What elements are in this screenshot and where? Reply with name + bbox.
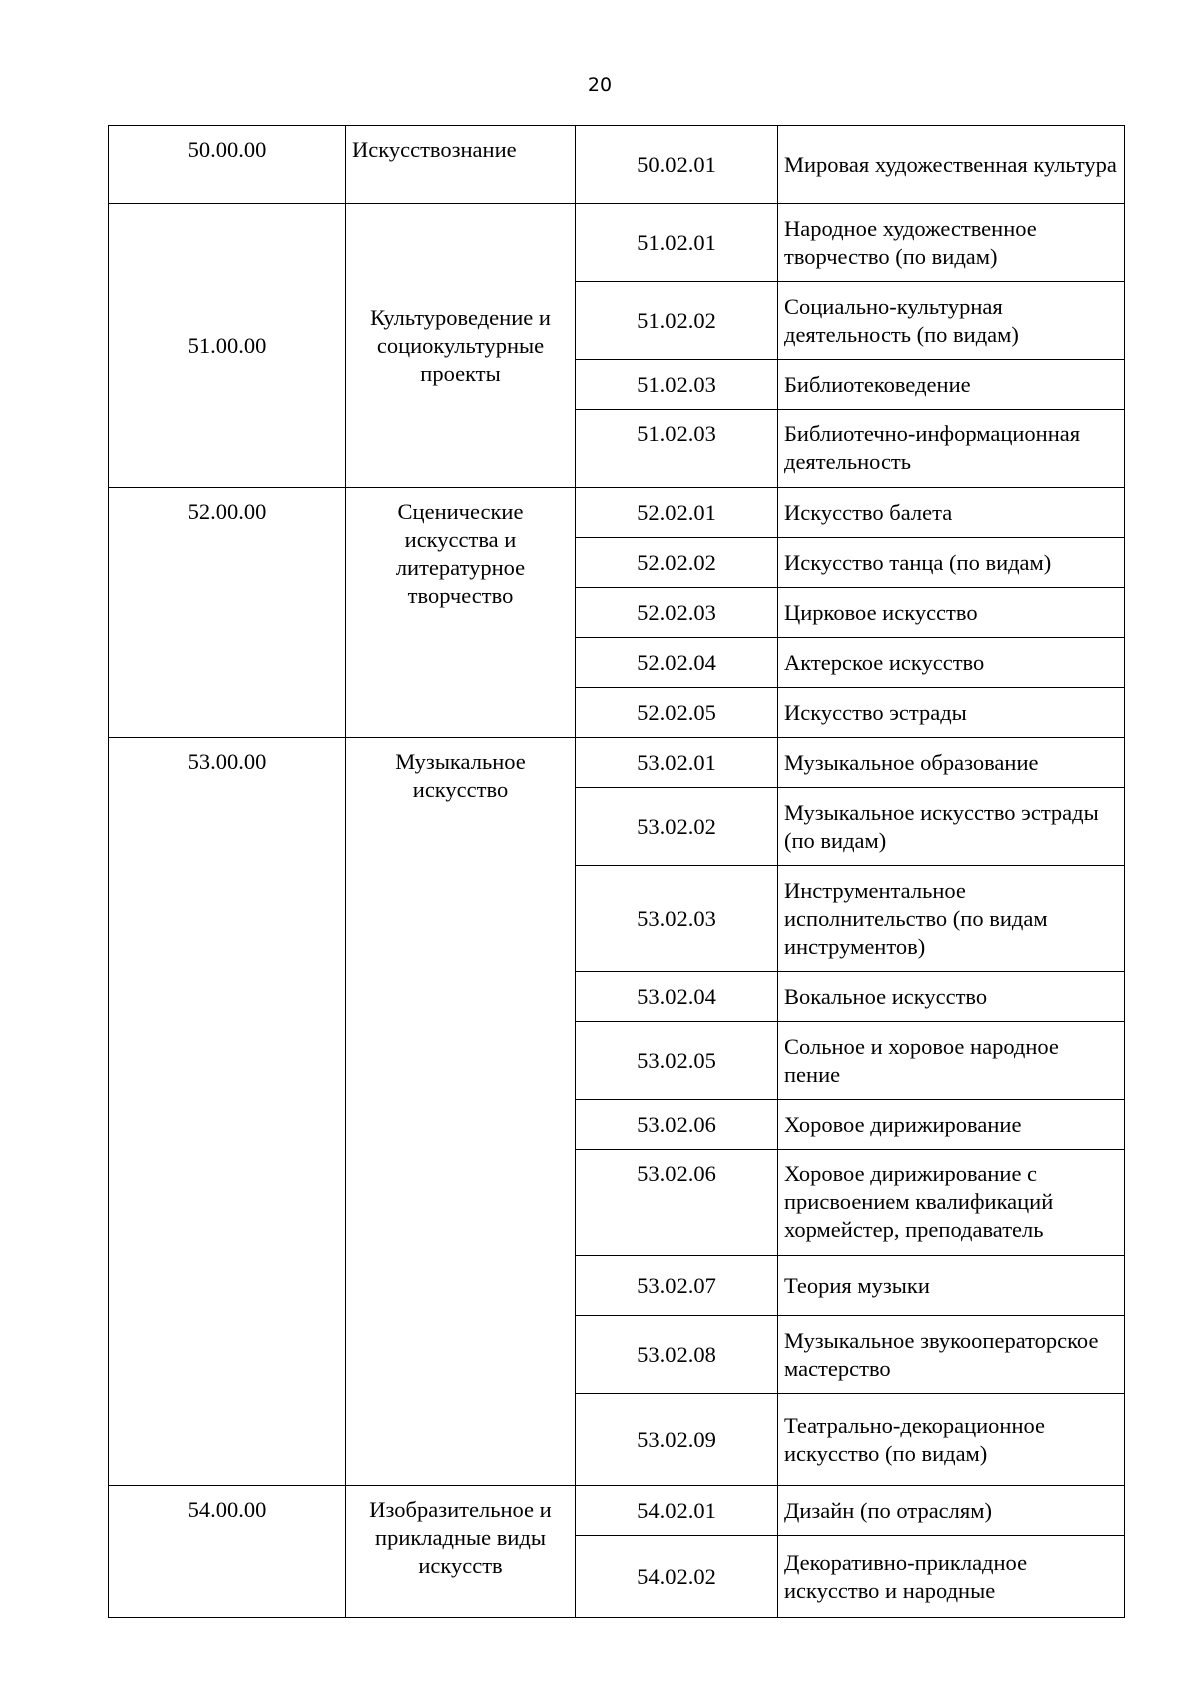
specialty-code: 53.02.03 — [576, 866, 778, 972]
table-row — [109, 126, 1125, 204]
specialty-code: 53.02.06 — [576, 1150, 778, 1256]
specialty-code: 54.02.01 — [576, 1486, 778, 1536]
specialty-name: Инструментальное исполнительство (по видам инструментов) — [778, 866, 1125, 972]
specialty-name: Хоровое дирижирование с присвоением квалификаций хормейстер, преподаватель — [778, 1150, 1125, 1256]
table-row — [109, 204, 1125, 282]
specialty-name: Социально-культурная деятельность (по видам) — [778, 282, 1125, 360]
group-code: 51.00.00 — [109, 204, 346, 488]
group-name: Музыкальное искусство — [346, 738, 576, 1486]
specialty-name: Вокальное искусство — [778, 972, 1125, 1022]
group-name: Культуроведение и социокультурные проекты — [346, 204, 576, 488]
specialty-code: 51.02.02 — [576, 282, 778, 360]
specialty-code: 53.02.02 — [576, 788, 778, 866]
specialty-name: Искусство танца (по видам) — [778, 538, 1125, 588]
table-row — [109, 488, 1125, 538]
specialty-name: Мировая художественная культура — [778, 126, 1125, 204]
specialty-name: Сольное и хоровое народное пение — [778, 1022, 1125, 1100]
specialty-name: Театрально-декорационное искусство (по видам) — [778, 1394, 1125, 1486]
specialty-name: Музыкальное искусство эстрады (по видам) — [778, 788, 1125, 866]
specialty-name: Дизайн (по отраслям) — [778, 1486, 1125, 1536]
specialty-code: 52.02.02 — [576, 538, 778, 588]
specialty-code: 51.02.03 — [576, 360, 778, 410]
specialty-name: Теория музыки — [778, 1256, 1125, 1316]
group-code: 54.00.00 — [109, 1486, 346, 1618]
specialty-code: 53.02.04 — [576, 972, 778, 1022]
specialty-name: Хоровое дирижирование — [778, 1100, 1125, 1150]
specialty-name: Музыкальное звукооператорское мастерство — [778, 1316, 1125, 1394]
specialty-code: 53.02.08 — [576, 1316, 778, 1394]
specialty-code: 53.02.05 — [576, 1022, 778, 1100]
specialty-name: Народное художественное творчество (по видам) — [778, 204, 1125, 282]
specialties-table — [108, 125, 1125, 1618]
specialty-code: 53.02.06 — [576, 1100, 778, 1150]
specialty-name: Искусство эстрады — [778, 688, 1125, 738]
specialty-code: 51.02.03 — [576, 410, 778, 488]
specialty-name: Декоративно-прикладное искусство и народные — [778, 1536, 1125, 1618]
specialty-name: Библиотечно-информационная деятельность — [778, 410, 1125, 488]
specialty-name: Актерское искусство — [778, 638, 1125, 688]
specialty-code: 53.02.01 — [576, 738, 778, 788]
specialty-code: 51.02.01 — [576, 204, 778, 282]
specialty-code: 54.02.02 — [576, 1536, 778, 1618]
specialty-code: 53.02.07 — [576, 1256, 778, 1316]
specialty-name: Искусство балета — [778, 488, 1125, 538]
group-code: 50.00.00 — [109, 126, 346, 204]
specialty-name: Библиотековедение — [778, 360, 1125, 410]
group-name: Изобразительное и прикладные виды искусств — [346, 1486, 576, 1618]
table-row — [109, 1486, 1125, 1536]
page-number: 20 — [587, 74, 613, 96]
specialty-name: Цирковое искусство — [778, 588, 1125, 638]
specialty-code: 52.02.01 — [576, 488, 778, 538]
specialty-code: 52.02.05 — [576, 688, 778, 738]
group-code: 53.00.00 — [109, 738, 346, 1486]
specialty-code: 53.02.09 — [576, 1394, 778, 1486]
specialty-code: 52.02.04 — [576, 638, 778, 688]
specialty-code: 52.02.03 — [576, 588, 778, 638]
group-name: Сценические искусства и литературное творчество — [346, 488, 576, 738]
specialty-name: Музыкальное образование — [778, 738, 1125, 788]
table-row — [109, 738, 1125, 788]
group-code: 52.00.00 — [109, 488, 346, 738]
specialty-code: 50.02.01 — [576, 126, 778, 204]
group-name: Искусствознание — [346, 126, 576, 204]
